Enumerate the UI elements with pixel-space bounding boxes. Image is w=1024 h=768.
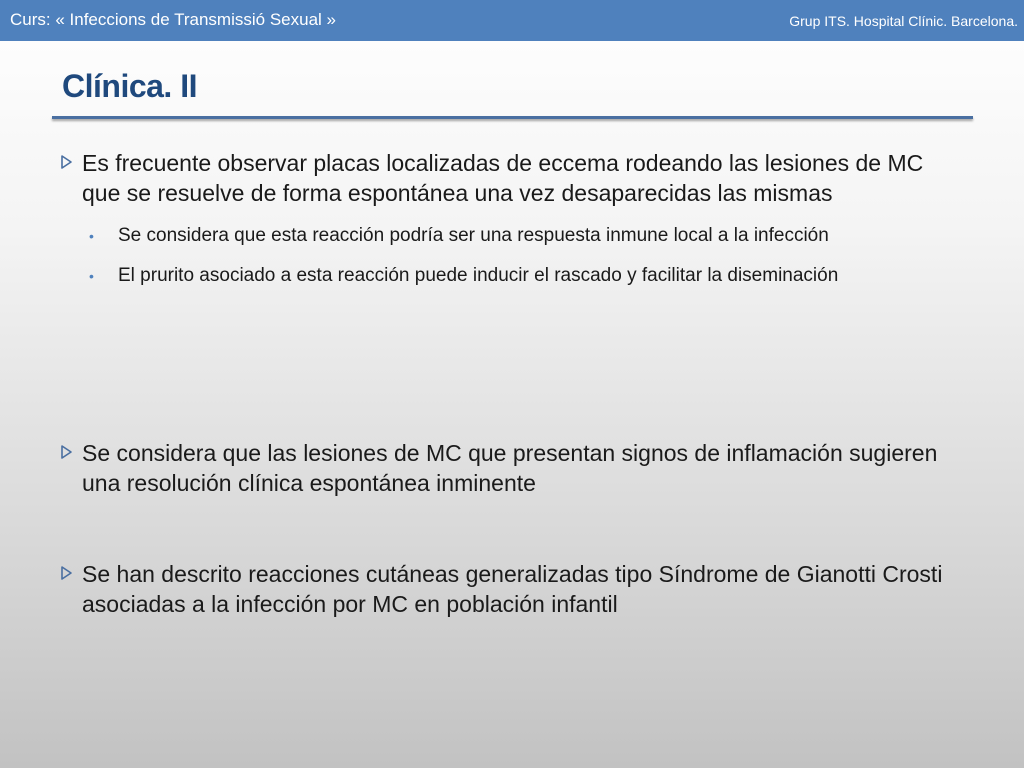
bullet-text: Es frecuente observar placas localizadas de eccema rodeando las lesiones de MC que se resuelve de forma espontánea una vez desaparecidas las mismas [82, 150, 924, 206]
dot-bullet-icon: • [89, 268, 94, 284]
sub-bullet-text: El prurito asociado a esta reacción puede inducir el rascado y facilitar la diseminación [118, 265, 839, 286]
bullet-text: Se considera que las lesiones de MC que presentan signos de inflamación sugieren una resolución clínica espontánea inminente [82, 440, 938, 496]
arrow-bullet-icon [60, 441, 74, 463]
bullet-level1 [60, 148, 960, 208]
sub-bullet-text: Se considera que esta reacción podría ser una respuesta inmune local a la infección [118, 225, 829, 246]
bullet-item [60, 559, 960, 619]
bullet-item [60, 438, 960, 498]
slide-title: Clínica. II [62, 68, 197, 104]
header-bar [0, 0, 1024, 41]
sub-bullet-item [89, 222, 960, 250]
title-divider [52, 116, 973, 119]
arrow-bullet-icon [60, 562, 74, 584]
bullet-level1 [60, 559, 960, 619]
sub-bullet-list [89, 222, 960, 290]
course-title: Curs: « Infeccions de Transmissió Sexual » [10, 10, 336, 29]
sub-bullet-item [89, 262, 960, 290]
arrow-bullet-icon [60, 151, 74, 173]
institution-label: Grup ITS. Hospital Clínic. Barcelona. [789, 13, 1018, 29]
bullet-level1 [60, 438, 960, 498]
dot-bullet-icon: • [89, 228, 94, 244]
bullet-text: Se han descrito reacciones cutáneas generalizadas tipo Síndrome de Gianotti Crosti asociadas a la infección por MC en población infantil [82, 561, 943, 617]
bullet-item [60, 148, 960, 302]
